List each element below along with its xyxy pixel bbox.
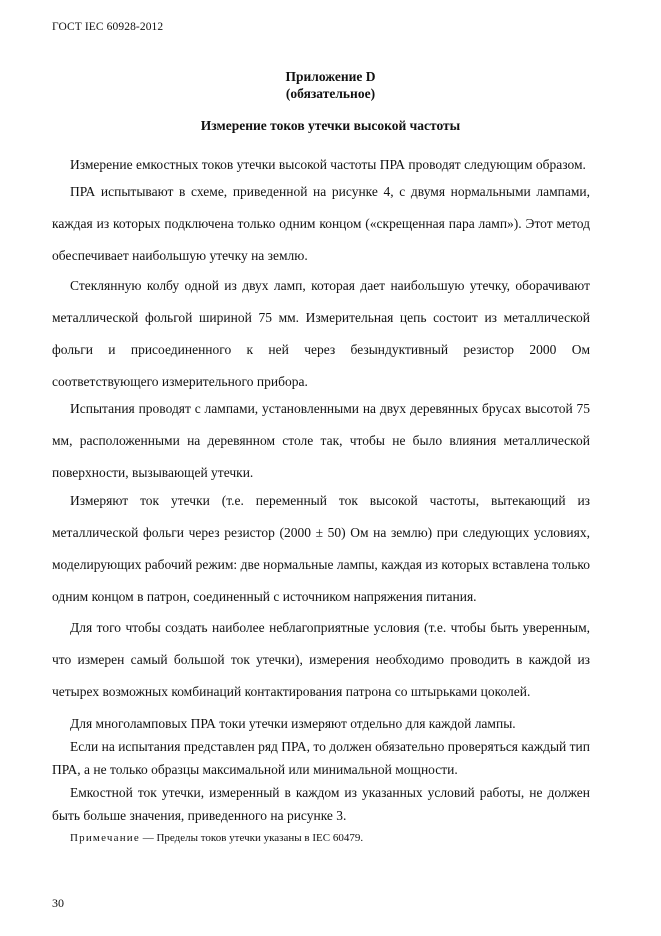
paragraph-foil: Стеклянную колбу одной из двух ламп, которая дает наибольшую утечку, оборачивают металлической фольгой шириной 75 мм. Измерительная цепь состоит из металлической фольги и присоединенного к ней через безындуктивный резистор 2000 Ом соответствующего измерительного прибора. — [52, 278, 590, 389]
paragraph-combinations: Для того чтобы создать наиболее неблагоприятные условия (т.е. чтобы быть уверенным, что измерен самый большой ток утечки), измерения необходимо проводить в каждой из четырех возможных комбинаций контактирования патрона со штырьками цоколей. — [52, 620, 590, 699]
paragraph-range-of-ballasts: Если на испытания представлен ряд ПРА, то должен обязательно проверяться каждый тип ПРА, а не только образцы максимальной или минимальной мощности. — [52, 739, 590, 777]
note-label: Примечание — [70, 832, 140, 844]
document-header: ГОСТ IEC 60928-2012 — [52, 21, 164, 33]
page-number: 30 — [52, 896, 64, 910]
paragraph-test-setup: Испытания проводят с лампами, установленными на двух деревянных брусах высотой 75 мм, расположенными на деревянном столе так, чтобы не было влияния металлической поверхности, вызывающей утечки. — [52, 401, 590, 480]
appendix-title: Приложение D — [285, 69, 376, 84]
paragraph-multilamp: Для многоламповых ПРА токи утечки измеряют отдельно для каждой лампы. — [70, 716, 516, 731]
note-text: — Пределы токов утечки указаны в IEC 60479. — [139, 832, 364, 844]
paragraph-measurement-conditions: Измеряют ток утечки (т.е. переменный ток высокой частоты, вытекающий из металлической фольги через резистор (2000 ± 50) Ом на землю) при следующих условиях, моделирующих рабочий режим: две нормальные лампы, каждая из которых вставлена только одним концом в патрон, соединенный с источником напряжения питания. — [52, 493, 590, 604]
paragraph-capacitive-limit: Емкостной ток утечки, измеренный в каждом из указанных условий работы, не должен быть больше значения, приведенного на рисунке 3. — [52, 785, 590, 823]
appendix-subtitle: (обязательное) — [285, 86, 376, 101]
paragraph-measurement-intro: Измерение емкостных токов утечки высокой частоты ПРА проводят следующим образом. — [70, 157, 586, 172]
section-title: Измерение токов утечки высокой частоты — [200, 118, 461, 133]
paragraph-test-circuit: ПРА испытывают в схеме, приведенной на рисунке 4, с двумя нормальными лампами, каждая из которых подключена только одним концом («скрещенная пара ламп»). Этот метод обеспечивает наибольшую утечку на землю. — [52, 184, 590, 263]
note — [70, 832, 363, 844]
